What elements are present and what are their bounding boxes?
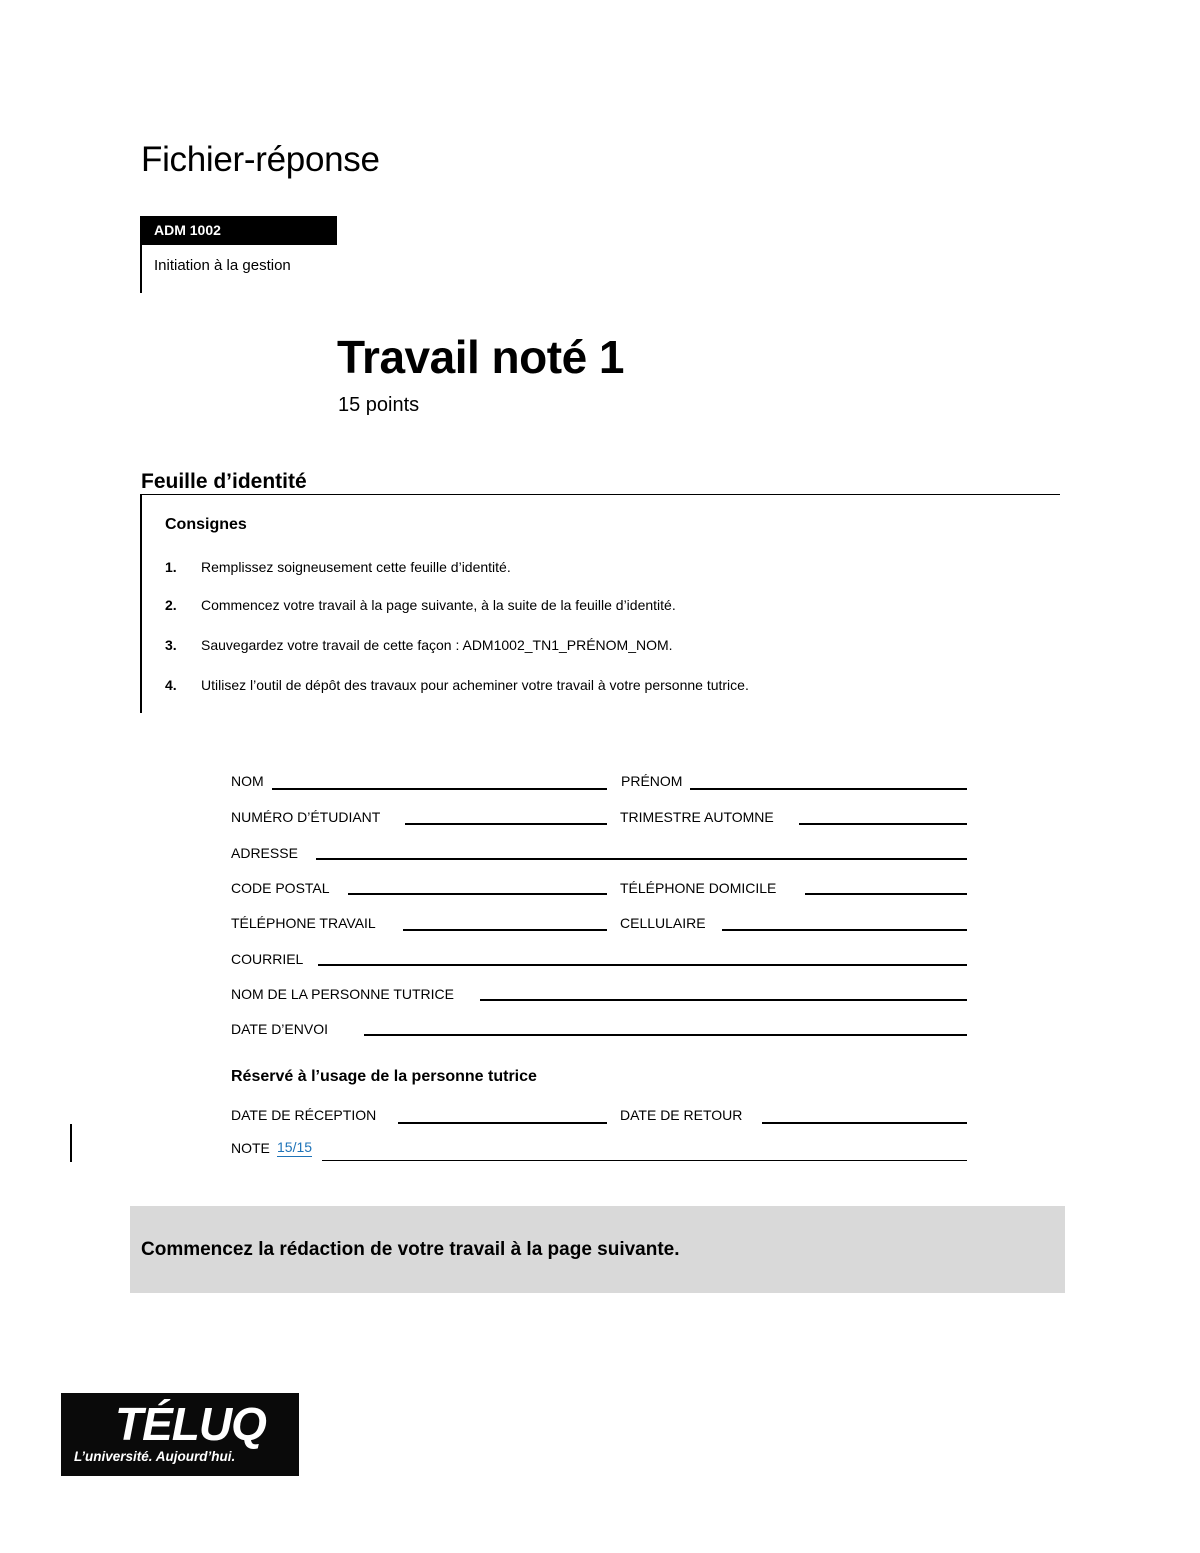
email-label: COURRIEL bbox=[231, 951, 304, 967]
postal-code-field[interactable] bbox=[348, 893, 607, 895]
postal-code-label: CODE POSTAL bbox=[231, 880, 330, 896]
tutor-name-label: NOM DE LA PERSONNE TUTRICE bbox=[231, 986, 455, 1002]
grade-value[interactable]: 15/15 bbox=[277, 1139, 313, 1155]
cell-phone-label: CELLULAIRE bbox=[620, 915, 706, 931]
document-title: Fichier-réponse bbox=[141, 140, 380, 179]
instruction-item bbox=[165, 559, 511, 575]
address-field[interactable] bbox=[316, 858, 967, 860]
tutor-name-field[interactable] bbox=[480, 999, 967, 1001]
student-number-field[interactable] bbox=[405, 823, 607, 825]
return-date-label: DATE DE RETOUR bbox=[620, 1107, 743, 1123]
address-label: ADRESSE bbox=[231, 845, 298, 861]
course-box bbox=[140, 216, 337, 293]
section-title: Feuille d’identité bbox=[141, 470, 307, 493]
nom-label: NOM bbox=[231, 773, 264, 789]
next-page-banner bbox=[130, 1206, 1065, 1293]
term-label: TRIMESTRE AUTOMNE bbox=[620, 809, 774, 825]
banner-text: Commencez la rédaction de votre travail à la page suivante. bbox=[141, 1239, 680, 1260]
term-field[interactable] bbox=[799, 823, 967, 825]
course-name: Initiation à la gestion bbox=[154, 257, 291, 274]
reception-date-field[interactable] bbox=[398, 1122, 607, 1124]
logo-tagline: L’université. Aujourd’hui. bbox=[74, 1449, 236, 1464]
prenom-label: PRÉNOM bbox=[621, 773, 683, 789]
course-code: ADM 1002 bbox=[140, 216, 337, 245]
cell-phone-field[interactable] bbox=[722, 929, 967, 931]
teluq-logo bbox=[61, 1393, 299, 1476]
instruction-number: 4. bbox=[165, 677, 177, 693]
nom-field[interactable] bbox=[272, 788, 607, 790]
reception-date-label: DATE DE RÉCEPTION bbox=[231, 1107, 377, 1123]
home-phone-label: TÉLÉPHONE DOMICILE bbox=[620, 880, 777, 896]
instruction-text: Sauvegardez votre travail de cette façon : ADM1002_TN1_PRÉNOM_NOM. bbox=[201, 637, 673, 653]
instructions-heading: Consignes bbox=[165, 516, 247, 533]
logo-wordmark: TÉLUQ bbox=[115, 1398, 266, 1450]
home-phone-field[interactable] bbox=[805, 893, 967, 895]
grade-field[interactable] bbox=[322, 1160, 967, 1161]
instruction-text: Utilisez l’outil de dépôt des travaux pour acheminer votre travail à votre personne tutrice. bbox=[201, 677, 749, 693]
return-date-field[interactable] bbox=[762, 1122, 967, 1124]
send-date-field[interactable] bbox=[364, 1034, 967, 1036]
email-field[interactable] bbox=[318, 964, 967, 966]
assignment-points: 15 points bbox=[338, 394, 420, 416]
instruction-text: Commencez votre travail à la page suivante, à la suite de la feuille d’identité. bbox=[201, 597, 676, 613]
instruction-text: Remplissez soigneusement cette feuille d’identité. bbox=[201, 559, 511, 575]
work-phone-field[interactable] bbox=[403, 929, 607, 931]
instruction-number: 2. bbox=[165, 597, 177, 613]
prenom-field[interactable] bbox=[690, 788, 967, 790]
instruction-number: 1. bbox=[165, 559, 177, 575]
student-number-label: NUMÉRO D’ÉTUDIANT bbox=[231, 809, 381, 825]
assignment-title: Travail noté 1 bbox=[337, 331, 625, 383]
instruction-number: 3. bbox=[165, 637, 177, 653]
text-cursor bbox=[70, 1124, 72, 1162]
instructions-border bbox=[140, 495, 142, 713]
tutor-section-heading: Réservé à l’usage de la personne tutrice bbox=[231, 1068, 537, 1085]
instruction-item bbox=[165, 597, 676, 613]
instruction-item bbox=[165, 677, 749, 693]
section-divider bbox=[140, 494, 1060, 495]
grade-label: NOTE bbox=[231, 1140, 270, 1156]
work-phone-label: TÉLÉPHONE TRAVAIL bbox=[231, 915, 376, 931]
course-name-container bbox=[140, 245, 337, 293]
send-date-label: DATE D’ENVOI bbox=[231, 1021, 328, 1037]
instruction-item bbox=[165, 637, 673, 653]
